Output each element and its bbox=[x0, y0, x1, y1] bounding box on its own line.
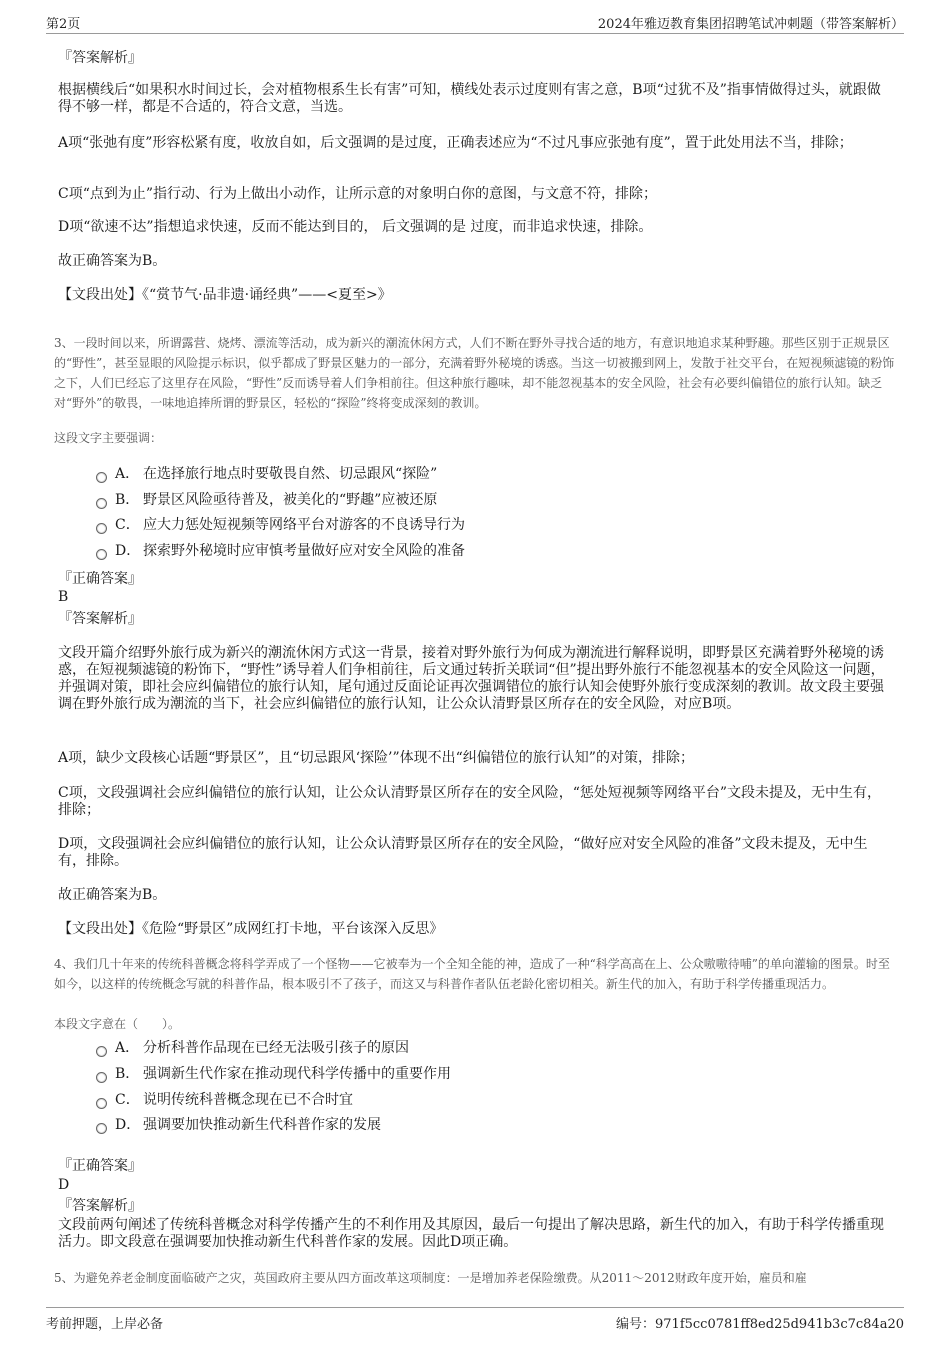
q2-analysis-label: 『答案解析』 bbox=[58, 50, 142, 66]
page-number: 第2页 bbox=[46, 17, 81, 32]
q3-answer: B bbox=[58, 589, 69, 605]
q4-option-a[interactable] bbox=[96, 1038, 409, 1058]
q4-answer: D bbox=[58, 1177, 70, 1193]
header-divider bbox=[46, 33, 904, 34]
radio-icon[interactable] bbox=[96, 1123, 107, 1134]
footer-divider bbox=[46, 1307, 904, 1308]
q5-stem: 5、为避免养老金制度面临破产之灾，英国政府主要从四方面改革这项制度：一是增加养老保险缴费。从2011～2012财政年度开始，雇员和雇 bbox=[54, 1271, 807, 1285]
q4-analysis-label: 『答案解析』 bbox=[58, 1198, 142, 1214]
q2-analysis-option-d: D项“欲速不达”指想追求快速，反而不能达到目的， 后文强调的是 过度，而非追求快速，排除。 bbox=[58, 219, 653, 235]
q3-option-c[interactable] bbox=[96, 515, 465, 535]
q2-analysis-paragraph: 根据横线后“如果积水时间过长，会对植物根系生长有害”可知，横线处表示过度则有害之意，B项“过犹不及”指事情做得过头，就跟做得不够一样，都是不合适的，符合文意，当选。 bbox=[58, 82, 881, 115]
footer-slogan: 考前押题，上岸必备 bbox=[46, 1317, 164, 1332]
radio-icon[interactable] bbox=[96, 1098, 107, 1109]
option-text: 分析科普作品现在已经无法吸引孩子的原因 bbox=[143, 1040, 409, 1056]
option-letter: A． bbox=[115, 466, 140, 482]
option-text: 野景区风险亟待普及，被美化的“野趣”应被还原 bbox=[143, 492, 438, 508]
option-text: 说明传统科普概念现在已不合时宜 bbox=[143, 1092, 353, 1108]
radio-icon[interactable] bbox=[96, 472, 107, 483]
document-title: 2024年雅迈教育集团招聘笔试冲刺题（带答案解析） bbox=[597, 17, 904, 32]
q3-analysis-label: 『答案解析』 bbox=[58, 611, 142, 627]
option-letter: C． bbox=[115, 517, 140, 533]
radio-icon[interactable] bbox=[96, 1046, 107, 1057]
document-code: 编号：971f5cc0781ff8ed25d941b3c7c84a20 bbox=[616, 1317, 904, 1332]
radio-icon[interactable] bbox=[96, 498, 107, 509]
option-letter: A． bbox=[115, 1040, 140, 1056]
q2-analysis-option-c: C项“点到为止”指行动、行为上做出小动作，让所示意的对象明白你的意图，与文意不符，排除； bbox=[58, 186, 658, 202]
option-letter: D． bbox=[115, 543, 141, 559]
q3-conclusion: 故正确答案为B。 bbox=[58, 887, 167, 903]
q3-analysis-option-c: C项，文段强调社会应纠偏错位的旅行认知，让公众认清野景区所存在的安全风险，“惩处短视频等网络平台”文段未提及，无中生有，排除； bbox=[58, 785, 882, 818]
q4-option-b[interactable] bbox=[96, 1064, 451, 1084]
option-text: 在选择旅行地点时要敬畏自然、切忌跟风“探险” bbox=[143, 466, 438, 482]
q3-option-a[interactable] bbox=[96, 464, 437, 484]
option-text: 应大力惩处短视频等网络平台对游客的不良诱导行为 bbox=[143, 517, 465, 533]
option-text: 强调要加快推动新生代科普作家的发展 bbox=[143, 1117, 381, 1133]
option-letter: B． bbox=[115, 492, 140, 508]
q4-answer-label: 『正确答案』 bbox=[58, 1158, 142, 1174]
radio-icon[interactable] bbox=[96, 523, 107, 534]
q3-stem: 3、一段时间以来，所谓露营、烧烤、漂流等活动，成为新兴的潮流休闲方式，人们不断在野外寻找合适的地方，有意识地追求某种野趣。那些区别于正规景区的“野性”，甚至显眼的风险提示标识，似乎都成了野景区魅力的一部分，充满着野外秘境的诱惑。当这一切被搬到网上，发散于社交平台，在短视频滤镜的粉饰之下，人们已经忘了这里存在风险，“野性”反而诱导着人们争相前往。但这种旅行趣味，却不能忽视基本的安全风险，社会有必要纠偏错位的旅行认知。缺乏对“野外”的敬畏，一味地追捧所谓的野景区，轻松的“探险”终将变成深刻的教训。 bbox=[54, 336, 895, 410]
q2-conclusion: 故正确答案为B。 bbox=[58, 253, 167, 269]
q3-option-d[interactable] bbox=[96, 541, 465, 561]
q3-analysis-option-a: A项，缺少文段核心话题“野景区”，且“切忌跟风‘探险’”体现不出“纠偏错位的旅行认知”的对策，排除； bbox=[58, 750, 694, 766]
q2-analysis-option-a: A项“张弛有度”形容松紧有度，收放自如，后文强调的是过度，正确表述应为“不过凡事应张弛有度”，置于此处用法不当，排除； bbox=[58, 135, 853, 151]
q3-prompt: 这段文字主要强调： bbox=[54, 431, 163, 445]
q3-source: 【文段出处】《危险“野景区”成网红打卡地，平台该深入反思》 bbox=[58, 921, 444, 937]
radio-icon[interactable] bbox=[96, 1072, 107, 1083]
q2-source: 【文段出处】《“赏节气·品非遗·诵经典”——<夏至>》 bbox=[58, 287, 392, 303]
option-text: 探索野外秘境时应审慎考量做好应对安全风险的准备 bbox=[143, 543, 465, 559]
option-letter: D． bbox=[115, 1117, 141, 1133]
q3-option-b[interactable] bbox=[96, 490, 437, 510]
q3-analysis-option-d: D项，文段强调社会应纠偏错位的旅行认知，让公众认清野景区所存在的安全风险，“做好应对安全风险的准备”文段未提及，无中生有，排除。 bbox=[58, 836, 868, 869]
q3-answer-label: 『正确答案』 bbox=[58, 571, 142, 587]
q3-analysis-paragraph: 文段开篇介绍野外旅行成为新兴的潮流休闲方式这一背景，接着对野外旅行为何成为潮流进行解释说明，即野景区充满着野外秘境的诱惑，在短视频滤镜的粉饰下，“野性”诱导着人们争相前往，后文通过转折关联词“但”提出野外旅行不能忽视基本的安全风险这一问题，并强调对策，即社会应纠偏错位的旅行认知，尾句通过反面论证再次强调错位的旅行认知会使野外旅行变成深刻的教训。故文段主要强调在野外旅行成为潮流的当下，社会应纠偏错位的旅行认知，让公众认清野景区所存在的安全风险，对应B项。 bbox=[58, 645, 885, 712]
q4-stem: 4、我们几十年来的传统科普概念将科学弄成了一个怪物——它被奉为一个全知全能的神，造成了一种“科学高高在上、公众嗷嗷待哺”的单向灌输的图景。时至如今，以这样的传统概念写就的科普作品，根本吸引不了孩子，而这又与科普作者队伍老龄化密切相关。新生代的加入，有助于科学传播重现活力。 bbox=[54, 957, 890, 991]
option-letter: B． bbox=[115, 1066, 140, 1082]
radio-icon[interactable] bbox=[96, 549, 107, 560]
option-letter: C． bbox=[115, 1092, 140, 1108]
q4-option-c[interactable] bbox=[96, 1090, 353, 1110]
q4-analysis-paragraph: 文段前两句阐述了传统科普概念对科学传播产生的不利作用及其原因，最后一句提出了解决思路，新生代的加入，有助于科学传播重现活力。即文段意在强调要加快推动新生代科普作家的发展。因此D项正确。 bbox=[58, 1217, 884, 1250]
q4-prompt: 本段文字意在（ ）。 bbox=[54, 1017, 181, 1031]
option-text: 强调新生代作家在推动现代科学传播中的重要作用 bbox=[143, 1066, 451, 1082]
q4-option-d[interactable] bbox=[96, 1115, 381, 1135]
